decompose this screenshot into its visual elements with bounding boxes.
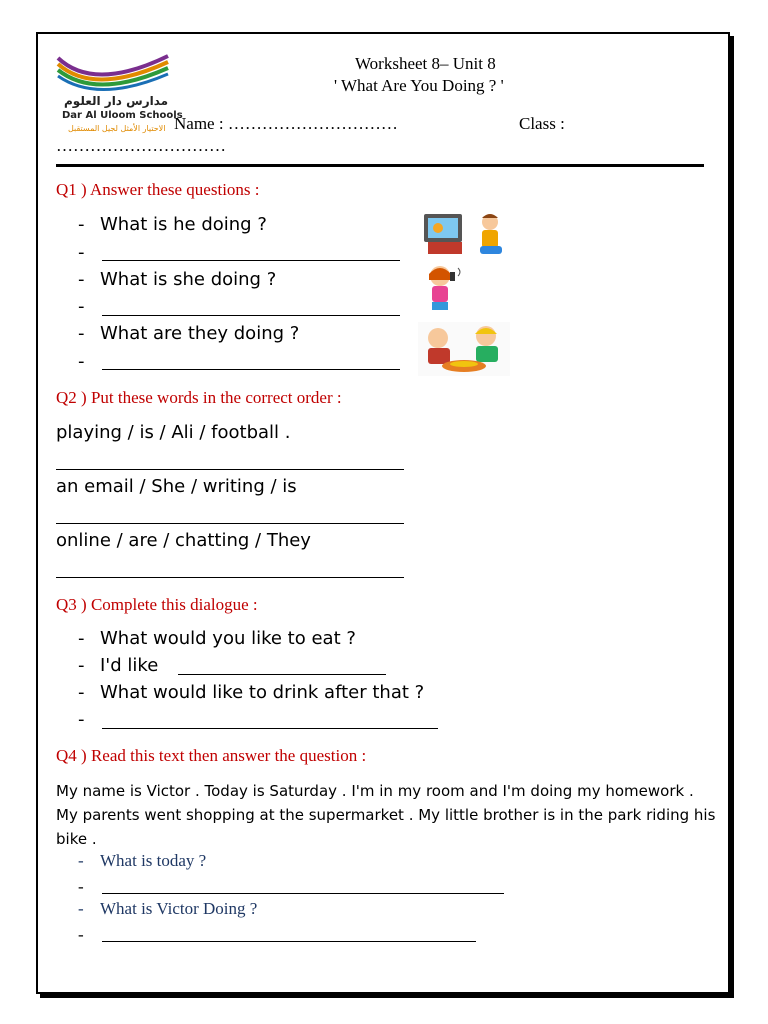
q3-heading: Q3 ) Complete this dialogue :	[56, 595, 258, 614]
q3-answer-line-2	[102, 728, 438, 729]
logo-tagline: الاحتيار الأمثل لجيل المستقبل	[68, 124, 166, 133]
q2-item-3: online / are / chatting / They	[56, 530, 311, 551]
boy-watching-tv-image	[420, 208, 510, 260]
q3-dash-4: -	[78, 709, 85, 730]
q3-line-2: - I'd like	[78, 655, 159, 676]
q2-item-1: playing / is / Ali / football .	[56, 422, 291, 443]
q1-answer-line-3	[102, 369, 400, 370]
q2-answer-line-2	[56, 523, 404, 524]
q1-heading: Q1 ) Answer these questions :	[56, 180, 260, 199]
q1-item-2: - What is she doing ?	[78, 269, 277, 290]
header-divider	[56, 164, 704, 167]
q1-item-3: - What are they doing ?	[78, 323, 300, 344]
q4-answer-line-2	[102, 941, 476, 942]
people-eating-image	[418, 322, 510, 376]
q1-item-1: - What is he doing ?	[78, 214, 267, 235]
worksheet-title: Worksheet 8– Unit 8	[355, 54, 496, 73]
logo-swoosh-icon	[54, 52, 172, 96]
q4-question-2: - What is Victor Doing ?	[78, 899, 258, 918]
q4-heading: Q4 ) Read this text then answer the question :	[56, 746, 367, 765]
q2-answer-line-1	[56, 469, 404, 470]
q4-question-1: - What is today ?	[78, 851, 207, 870]
q1-dash-3: -	[78, 351, 85, 372]
q4-answer-line-1	[102, 893, 504, 894]
q3-line-3: - What would like to drink after that ?	[78, 682, 425, 703]
logo-english-text: Dar Al Uloom Schools	[62, 110, 183, 121]
q3-answer-line-1	[178, 674, 386, 675]
q4-dash-2: -	[78, 877, 84, 896]
name-field: Name : …………………………	[174, 114, 398, 133]
q4-dash-4: -	[78, 925, 84, 944]
q2-heading: Q2 ) Put these words in the correct order :	[56, 388, 342, 407]
q1-answer-line-2	[102, 315, 400, 316]
q2-answer-line-3	[56, 577, 404, 578]
q3-line-1: - What would you like to eat ?	[78, 628, 356, 649]
q2-item-2: an email / She / writing / is	[56, 476, 297, 497]
class-dots: …………………………	[56, 136, 226, 155]
worksheet-subtitle: ' What Are You Doing ? '	[334, 76, 504, 95]
logo-arabic-text: مدارس دار العلوم	[64, 94, 169, 108]
q1-answer-line-1	[102, 260, 400, 261]
q1-dash-1: -	[78, 242, 85, 263]
girl-on-phone-image	[420, 262, 470, 314]
school-logo	[54, 52, 183, 140]
q4-reading-text: My name is Victor . Today is Saturday . I'm in my room and I'm doing my homework . My parents went shopping at the supermarket . My little brother is in the park riding his bike .	[56, 782, 716, 848]
q1-dash-2: -	[78, 296, 85, 317]
class-label: Class :	[519, 114, 565, 133]
